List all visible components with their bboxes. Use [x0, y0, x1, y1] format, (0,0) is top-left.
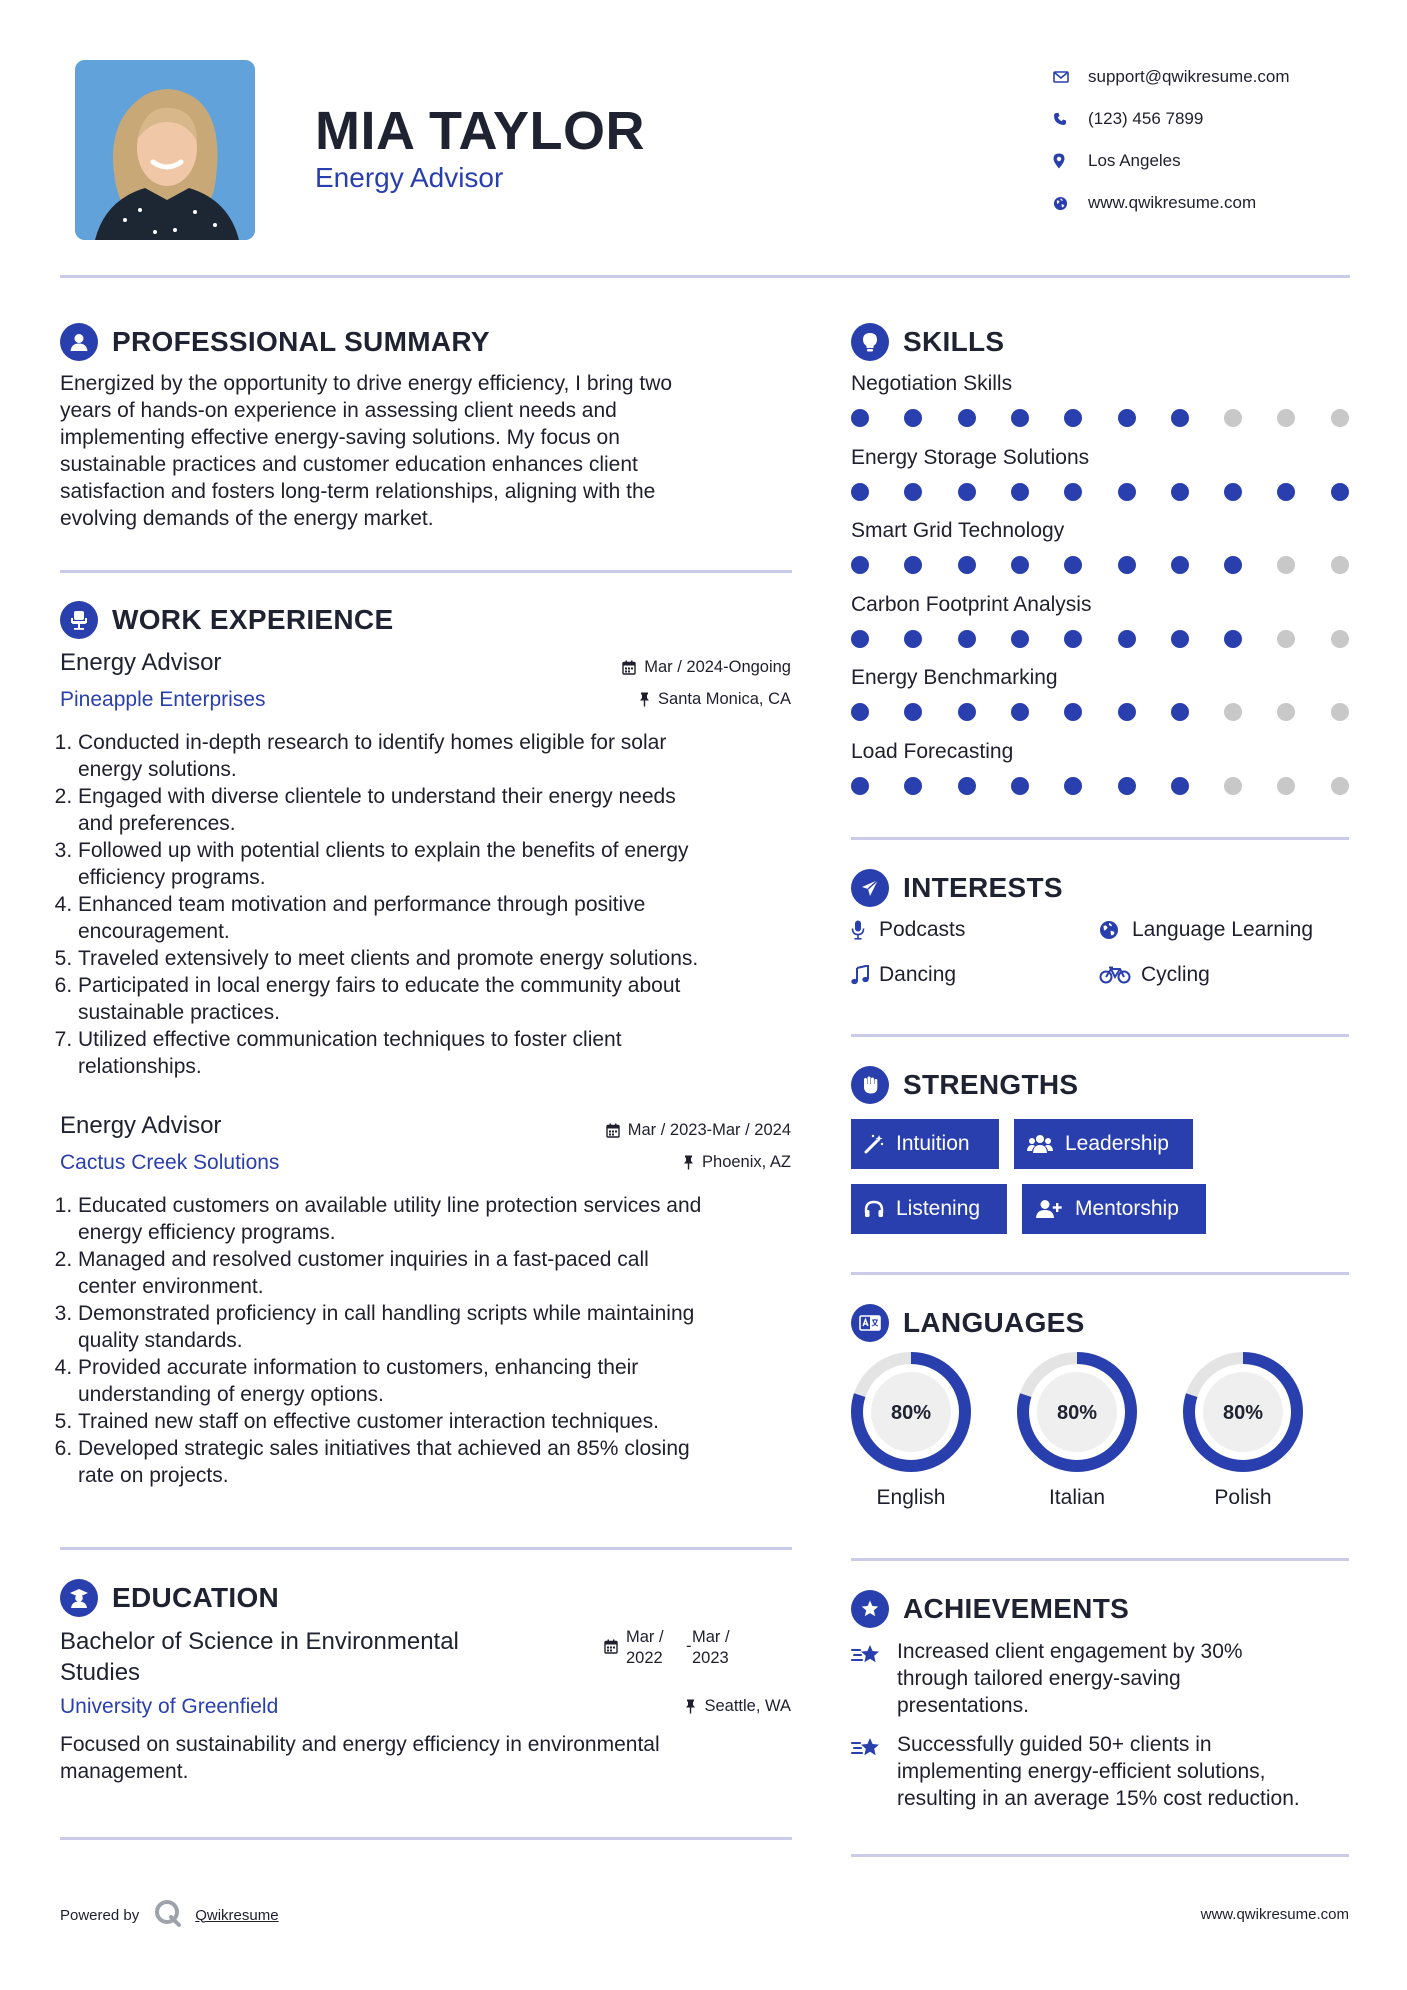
- shooting-star-icon: [851, 1638, 897, 1719]
- skill-name: Carbon Footprint Analysis: [851, 592, 1092, 616]
- strengths-heading: [851, 1066, 1078, 1104]
- education-heading: [60, 1579, 279, 1617]
- education-divider: [60, 1837, 792, 1840]
- strength-chip-listening: [851, 1184, 1007, 1234]
- languages-title: LANGUAGES: [903, 1307, 1085, 1338]
- list-item: 1. Conducted in-depth research to identify homes eligible for solar energy solutions.: [78, 729, 800, 783]
- rating-dot-filled: [1064, 483, 1082, 501]
- interest-language-learning: [1099, 918, 1313, 942]
- summary-line: evolving demands of the energy market.: [60, 507, 434, 530]
- rating-dot-filled: [1064, 409, 1082, 427]
- job-location-text: Phoenix, AZ: [702, 1153, 791, 1171]
- rating-dot-filled: [1011, 777, 1029, 795]
- calendar-icon: [606, 1123, 620, 1138]
- language-name: English: [876, 1486, 946, 1509]
- contact-email-text: support@qwikresume.com: [1088, 67, 1290, 86]
- rating-dot-filled: [1064, 777, 1082, 795]
- translate-icon: [851, 1304, 889, 1342]
- strength-chip-mentorship: [1022, 1184, 1206, 1234]
- interest-label: Cycling: [1141, 963, 1210, 986]
- interests-divider: [851, 1034, 1349, 1037]
- phone-icon: [1050, 112, 1088, 126]
- skill-name: Load Forecasting: [851, 739, 1014, 763]
- achievement-line: Increased client engagement by 30%: [897, 1640, 1243, 1663]
- magic-wand-icon: [864, 1134, 884, 1154]
- rating-dot-filled: [1064, 556, 1082, 574]
- rating-dot-filled: [1118, 409, 1136, 427]
- powered-by-text: Powered by: [60, 1906, 140, 1924]
- achievement-item: [851, 1638, 1243, 1719]
- achievement-line: implementing energy-efficient solutions,: [897, 1760, 1266, 1783]
- achievements-title: ACHIEVEMENTS: [903, 1593, 1130, 1624]
- rating-dot-filled: [1011, 483, 1029, 501]
- job-company: Cactus Creek Solutions: [60, 1151, 280, 1174]
- paper-plane-icon: [851, 869, 889, 907]
- skill-name: Energy Benchmarking: [851, 666, 1058, 689]
- bicycle-icon: [1099, 966, 1141, 984]
- rating-dot-filled: [1011, 409, 1029, 427]
- skill-rating: [851, 556, 1347, 574]
- office-chair-icon: [60, 601, 98, 639]
- contact-website-text: www.qwikresume.com: [1088, 193, 1257, 212]
- degree-line: Studies: [60, 1659, 141, 1686]
- rating-dot-filled: [958, 777, 976, 795]
- summary-line: sustainable practices and customer education enhances client: [60, 453, 638, 476]
- interest-dancing: [851, 963, 956, 987]
- interest-label: Language Learning: [1132, 918, 1314, 941]
- rating-dot-filled: [1224, 630, 1242, 648]
- strengths-divider: [851, 1272, 1349, 1275]
- experience-divider: [60, 1547, 792, 1550]
- footer-website[interactable]: www.qwikresume.com: [1200, 1906, 1349, 1923]
- list-item: 1. Educated customers on available utility line protection services and energy efficiency programs.: [78, 1192, 800, 1246]
- job-date: [606, 1121, 791, 1140]
- candidate-name: MIA TAYLOR: [315, 101, 646, 161]
- rating-dot-empty: [1277, 703, 1295, 721]
- rating-dot-filled: [1171, 777, 1189, 795]
- rating-dot-filled: [1118, 630, 1136, 648]
- rating-dot-filled: [1171, 409, 1189, 427]
- summary-divider: [60, 570, 792, 573]
- language-name: Polish: [1214, 1486, 1272, 1509]
- strength-label: Leadership: [1065, 1132, 1169, 1155]
- achievement-line: presentations.: [897, 1694, 1029, 1717]
- language-percent: 80%: [1222, 1402, 1264, 1424]
- qwikresume-logo-icon: [153, 1898, 183, 1932]
- achievement-line: through tailored energy-saving: [897, 1667, 1181, 1690]
- globe-icon: [1099, 920, 1132, 940]
- education-title: EDUCATION: [112, 1582, 280, 1613]
- interest-cycling: [1099, 963, 1210, 987]
- strength-chip-intuition: [851, 1119, 999, 1169]
- summary-text: [60, 370, 800, 532]
- job-date: [622, 658, 791, 677]
- envelope-icon: [1050, 71, 1088, 83]
- rating-dot-filled: [904, 703, 922, 721]
- contact-location-text: Los Angeles: [1088, 151, 1181, 170]
- job-date-text: Mar / 2023-Mar / 2024: [627, 1121, 791, 1139]
- languages-heading: [851, 1304, 1085, 1342]
- achievement-line: Successfully guided 50+ clients in: [897, 1733, 1212, 1756]
- rating-dot-empty: [1224, 777, 1242, 795]
- users-icon: [1027, 1134, 1053, 1154]
- summary-line: satisfaction and fosters long-term relationships, aligning with the: [60, 480, 656, 503]
- job-location-text: Santa Monica, CA: [658, 690, 791, 708]
- list-item: 6. Participated in local energy fairs to educate the community about sustainable practices.: [78, 972, 800, 1026]
- education-dates: [604, 1627, 730, 1669]
- contact-phone[interactable]: [1050, 98, 1380, 140]
- degree-line: Bachelor of Science in Environmental: [60, 1628, 459, 1655]
- rating-dot-filled: [904, 409, 922, 427]
- list-item: 3. Demonstrated proficiency in call handling scripts while maintaining quality standards.: [78, 1300, 800, 1354]
- interest-podcasts: [851, 918, 965, 942]
- skill-rating: [851, 409, 1347, 427]
- rating-dot-filled: [1064, 630, 1082, 648]
- rating-dot-filled: [958, 556, 976, 574]
- rating-dot-filled: [958, 703, 976, 721]
- rating-dot-empty: [1331, 409, 1349, 427]
- skills-heading: [851, 323, 1004, 361]
- music-note-icon: [851, 965, 879, 985]
- rating-dot-filled: [958, 483, 976, 501]
- list-item: 5. Trained new staff on effective customer interaction techniques.: [78, 1408, 800, 1435]
- lightbulb-icon: [851, 323, 889, 361]
- summary-title: PROFESSIONAL SUMMARY: [112, 326, 490, 357]
- pushpin-icon: [639, 692, 650, 707]
- language-ring: [849, 1350, 973, 1474]
- profile-photo: [75, 60, 255, 240]
- job-location: [683, 1153, 791, 1172]
- list-item: 2. Managed and resolved customer inquiries in a fast-paced call center environment.: [78, 1246, 800, 1300]
- summary-line: Energized by the opportunity to drive energy efficiency, I bring two: [60, 372, 673, 395]
- job-role: Energy Advisor: [60, 1112, 222, 1139]
- strength-label: Mentorship: [1075, 1197, 1179, 1220]
- list-item: 4. Enhanced team motivation and performance through positive encouragement.: [78, 891, 800, 945]
- user-icon: [60, 323, 98, 361]
- skill-name: Smart Grid Technology: [851, 519, 1065, 542]
- pushpin-icon: [683, 1155, 694, 1170]
- rating-dot-filled: [1011, 703, 1029, 721]
- experience-heading: [60, 601, 393, 639]
- rating-dot-empty: [1331, 703, 1349, 721]
- candidate-title: Energy Advisor: [315, 162, 504, 193]
- rating-dot-filled: [1011, 556, 1029, 574]
- experience-title: WORK EXPERIENCE: [112, 604, 394, 635]
- language-percent: 80%: [1056, 1402, 1098, 1424]
- rating-dot-filled: [1118, 483, 1136, 501]
- rating-dot-filled: [1224, 483, 1242, 501]
- rating-dot-empty: [1331, 556, 1349, 574]
- footer-powered-by: [60, 1898, 279, 1932]
- interests-title: INTERESTS: [903, 872, 1063, 903]
- contact-website[interactable]: [1050, 182, 1380, 224]
- achievement-item: [851, 1731, 1300, 1812]
- location-pin-icon: [1050, 153, 1088, 169]
- job-duties: [60, 1192, 800, 1489]
- microphone-icon: [851, 920, 879, 940]
- interest-label: Podcasts: [879, 918, 966, 941]
- rating-dot-empty: [1224, 703, 1242, 721]
- rating-dot-filled: [904, 483, 922, 501]
- header-divider: [60, 275, 1350, 278]
- rating-dot-filled: [1224, 556, 1242, 574]
- rating-dot-filled: [851, 703, 869, 721]
- list-item: 6. Developed strategic sales initiatives that achieved an 85% closing rate on projects.: [78, 1435, 800, 1489]
- rating-dot-filled: [1118, 703, 1136, 721]
- list-item: 7. Utilized effective communication techniques to foster client relationships.: [78, 1026, 800, 1080]
- education-description: Focused on sustainability and energy efficiency in environmental management.: [60, 1733, 660, 1783]
- list-item: 5. Traveled extensively to meet clients and promote energy solutions.: [78, 945, 800, 972]
- rating-dot-filled: [904, 777, 922, 795]
- job-role: Energy Advisor: [60, 649, 222, 676]
- interests-heading: [851, 869, 1063, 907]
- strength-chip-leadership: [1014, 1119, 1193, 1169]
- rating-dot-filled: [1171, 556, 1189, 574]
- achievement-line: resulting in an average 15% cost reduction.: [897, 1787, 1300, 1810]
- rating-dot-filled: [1064, 703, 1082, 721]
- skill-rating: [851, 777, 1347, 795]
- rating-dot-filled: [1118, 556, 1136, 574]
- rating-dot-filled: [851, 630, 869, 648]
- rating-dot-filled: [851, 556, 869, 574]
- user-plus-icon: [1035, 1199, 1063, 1219]
- degree-title: [60, 1626, 459, 1688]
- strength-label: Intuition: [896, 1132, 970, 1155]
- rating-dot-empty: [1277, 630, 1295, 648]
- graduate-icon: [60, 1579, 98, 1617]
- rating-dot-filled: [1331, 483, 1349, 501]
- brand-link[interactable]: Qwikresume: [195, 1906, 279, 1924]
- rating-dot-empty: [1277, 556, 1295, 574]
- skills-title: SKILLS: [903, 326, 1005, 357]
- list-item: 4. Provided accurate information to customers, enhancing their understanding of energy options.: [78, 1354, 800, 1408]
- headphones-icon: [864, 1200, 884, 1218]
- skill-name: Negotiation Skills: [851, 372, 1013, 395]
- summary-heading: [60, 323, 490, 361]
- job-company: Pineapple Enterprises: [60, 688, 266, 711]
- achievements-heading: [851, 1590, 1129, 1628]
- rating-dot-filled: [904, 630, 922, 648]
- education-end-date: - Mar / 2023: [686, 1628, 730, 1667]
- rating-dot-filled: [1171, 630, 1189, 648]
- rating-dot-filled: [851, 483, 869, 501]
- rating-dot-empty: [1331, 777, 1349, 795]
- rating-dot-filled: [958, 630, 976, 648]
- rating-dot-filled: [958, 409, 976, 427]
- contact-list: [1050, 56, 1380, 224]
- job-duties: [60, 729, 800, 1080]
- strength-label: Listening: [896, 1197, 981, 1220]
- skill-name: Energy Storage Solutions: [851, 445, 1090, 469]
- rating-dot-empty: [1277, 777, 1295, 795]
- shooting-star-icon: [851, 1731, 897, 1812]
- strengths-title: STRENGTHS: [903, 1069, 1079, 1100]
- language-ring: [1181, 1350, 1305, 1474]
- calendar-icon: [604, 1639, 618, 1654]
- job-location: [639, 690, 791, 709]
- rating-dot-filled: [1171, 703, 1189, 721]
- pushpin-icon: [685, 1699, 696, 1714]
- language-percent: 80%: [890, 1402, 932, 1424]
- list-item: 3. Followed up with potential clients to explain the benefits of energy efficiency programs.: [78, 837, 800, 891]
- rating-dot-empty: [1331, 630, 1349, 648]
- star-badge-icon: [851, 1590, 889, 1628]
- summary-line: years of hands-on experience in assessing client needs and: [60, 399, 617, 422]
- education-location-text: Seattle, WA: [704, 1697, 791, 1715]
- summary-line: implementing effective energy-saving solutions. My focus on: [60, 426, 620, 449]
- language-ring: [1015, 1350, 1139, 1474]
- language-name: Italian: [1048, 1486, 1106, 1509]
- rating-dot-filled: [1011, 630, 1029, 648]
- education-start-date: Mar / 2022: [626, 1628, 664, 1667]
- skills-divider: [851, 837, 1349, 840]
- rating-dot-filled: [851, 409, 869, 427]
- school-name: University of Greenfield: [60, 1695, 279, 1718]
- skill-rating: [851, 483, 1347, 501]
- rating-dot-filled: [1118, 777, 1136, 795]
- languages-divider: [851, 1558, 1349, 1561]
- list-item: 2. Engaged with diverse clientele to understand their energy needs and preferences.: [78, 783, 800, 837]
- rating-dot-filled: [1171, 483, 1189, 501]
- raised-fist-icon: [851, 1066, 889, 1104]
- contact-phone-text: (123) 456 7899: [1088, 109, 1204, 128]
- job-date-text: Mar / 2024-Ongoing: [644, 658, 791, 676]
- calendar-icon: [622, 660, 636, 675]
- rating-dot-filled: [1277, 483, 1295, 501]
- skill-rating: [851, 630, 1347, 648]
- rating-dot-empty: [1224, 409, 1242, 427]
- contact-email[interactable]: [1050, 56, 1380, 98]
- rating-dot-empty: [1277, 409, 1295, 427]
- interest-label: Dancing: [879, 963, 957, 986]
- globe-icon: [1050, 196, 1088, 211]
- achievements-divider: [851, 1854, 1349, 1857]
- education-location: [685, 1697, 791, 1716]
- rating-dot-filled: [904, 556, 922, 574]
- contact-location: [1050, 140, 1380, 182]
- skill-rating: [851, 703, 1347, 721]
- rating-dot-filled: [851, 777, 869, 795]
